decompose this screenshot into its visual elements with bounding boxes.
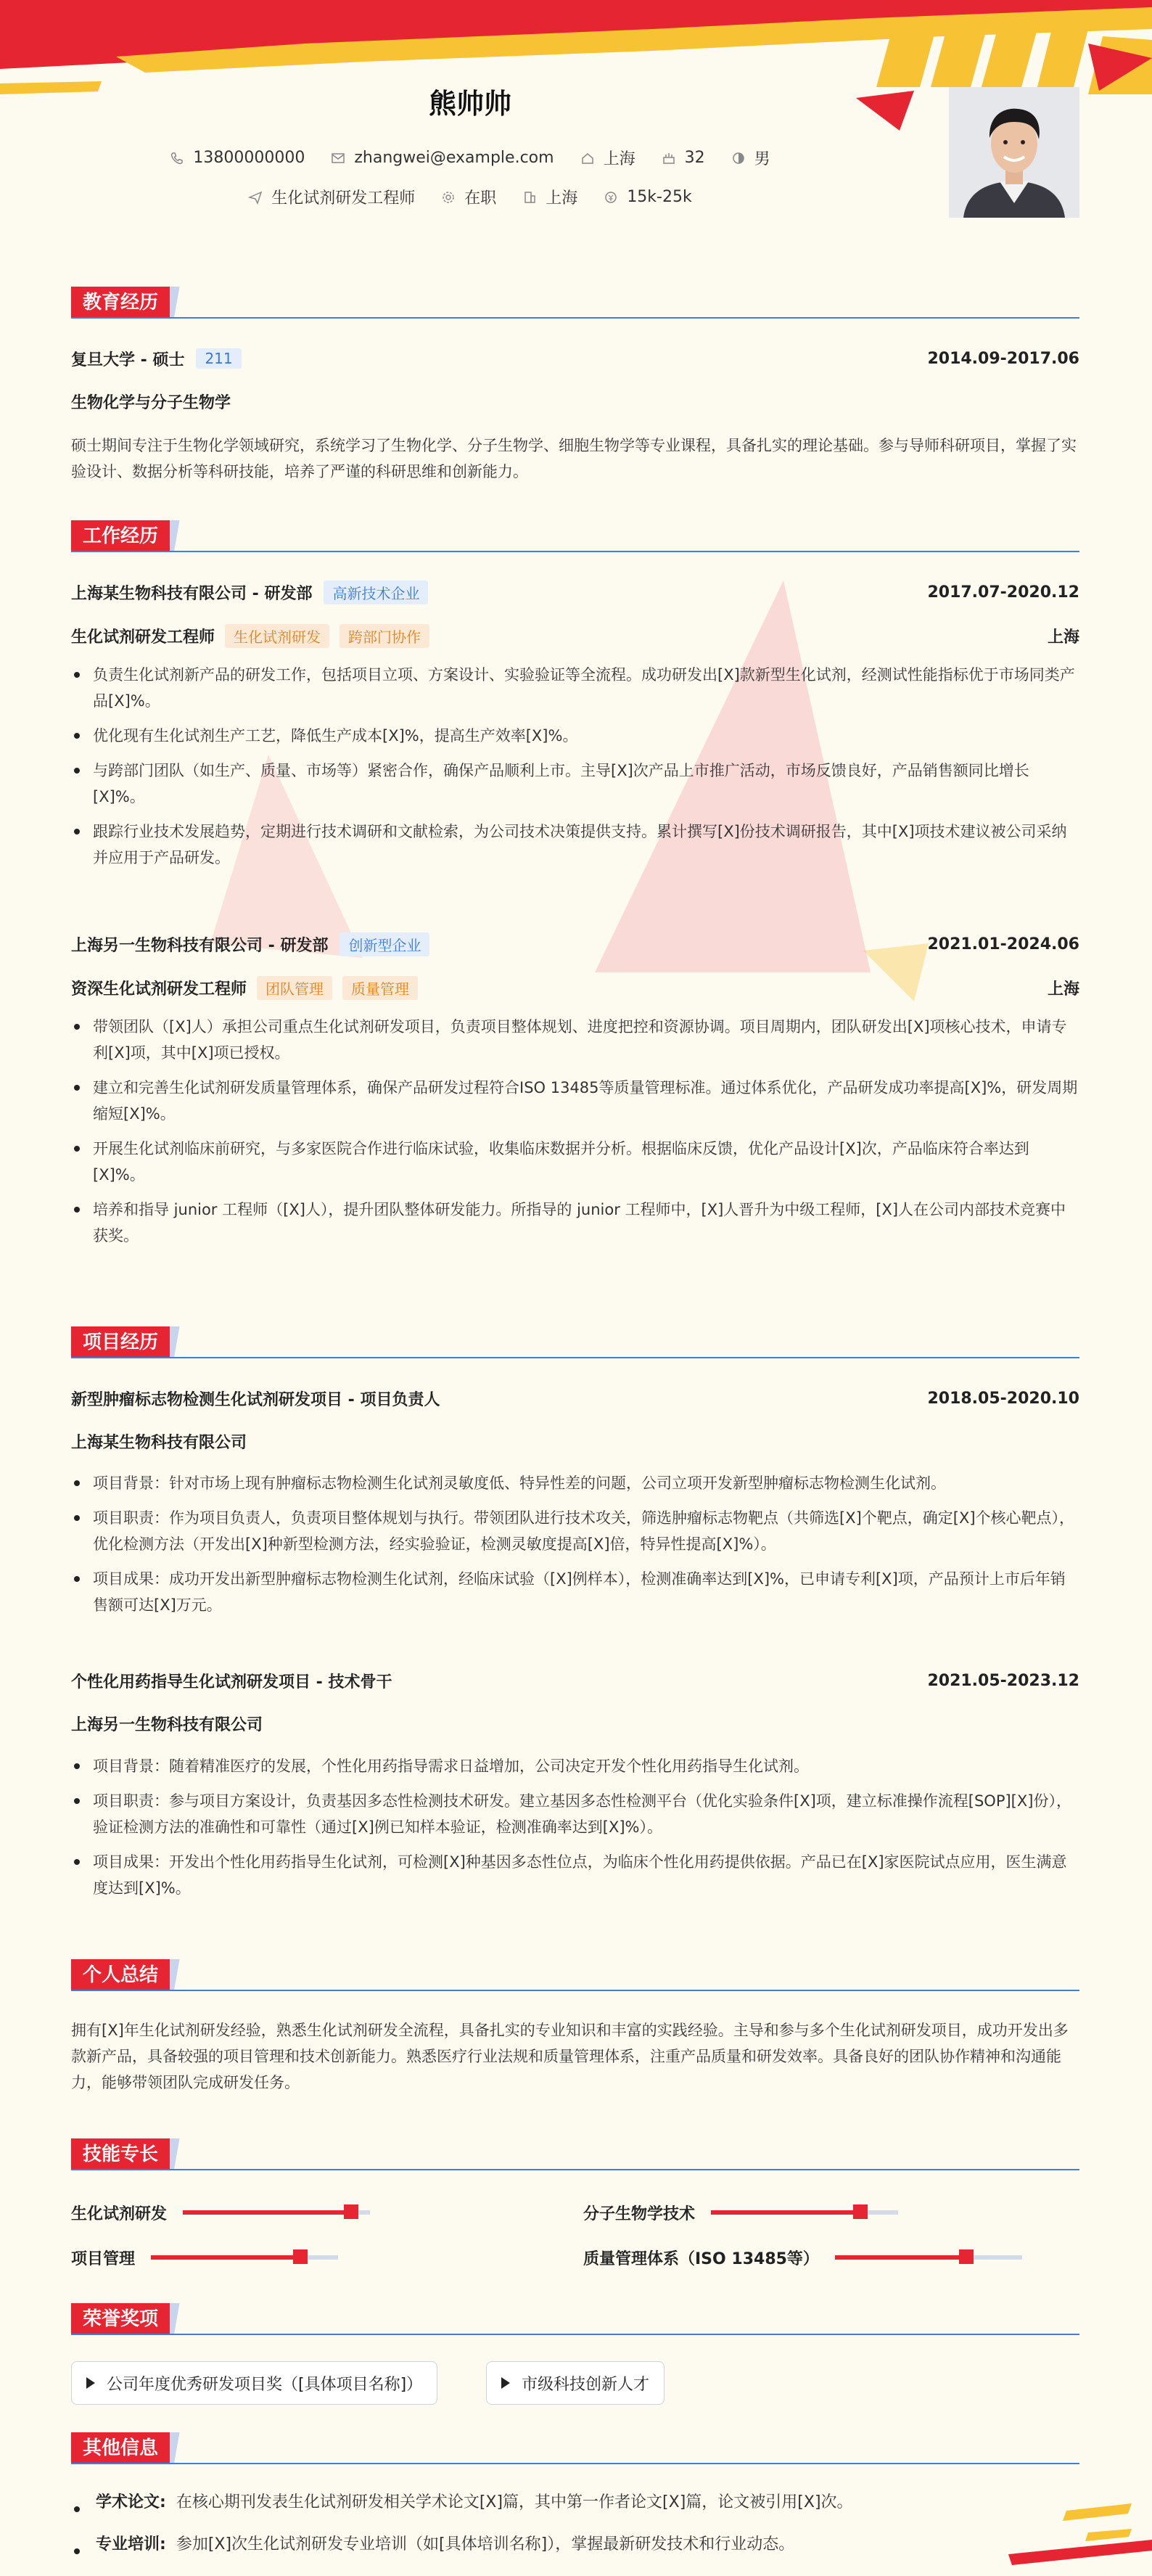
list-item: 项目成果：成功开发出新型肿瘤标志物检测生化试剂，经临床试验（[X]例样本），检测准确率达到[X]%，已申请专利[X]项，产品预计上市后年销售额可达[X]万元。 — [71, 1566, 1079, 1618]
work-tag: 跨部门协作 — [340, 624, 429, 648]
avatar — [949, 87, 1079, 218]
education-header — [71, 347, 1079, 370]
work-bullets — [71, 1014, 1079, 1258]
work-tag: 生化试剂研发 — [225, 624, 329, 648]
skill-bar — [711, 2210, 898, 2215]
section-divider — [71, 2463, 1079, 2464]
award-text: 市级科技创新人才 — [522, 2375, 650, 2394]
phone-info — [170, 147, 305, 169]
skill-label: 项目管理 — [71, 2249, 136, 2268]
list-item: 项目成果：开发出个性化用药指导生化试剂，可检测[X]种基因多态性位点，为临床个性化用药提供依据。产品已在[X]家医院试点应用，医生满意度达到[X]%。 — [71, 1849, 1079, 1901]
work-title-row — [71, 976, 1079, 999]
skill-item — [71, 2247, 338, 2268]
section-education — [71, 287, 1079, 319]
award-item — [486, 2361, 665, 2405]
skill-fill — [835, 2255, 966, 2260]
work-badge: 高新技术企业 — [324, 581, 428, 604]
list-item: 项目背景：针对市场上现有肿瘤标志物检测生化试剂灵敏度低、特异性差的问题，公司立项开发新型肿瘤标志物检测生化试剂。 — [71, 1470, 1079, 1496]
section-honors — [71, 2303, 1079, 2335]
salary-info — [604, 186, 691, 208]
section-divider — [71, 317, 1079, 319]
section-title: 项目经历 — [71, 1326, 170, 1358]
list-item: 项目背景：随着精准医疗的发展，个性化用药指导需求日益增加，公司决定开发个性化用药指导生化试剂。 — [71, 1753, 1079, 1779]
email-text: zhangwei@example.com — [354, 149, 554, 167]
work-tag: 质量管理 — [342, 976, 418, 1000]
project-header — [71, 1669, 1079, 1692]
list-item: 建立和完善生化试剂研发质量管理体系，确保产品研发过程符合ISO 13485等质量管理标准。通过体系优化，产品研发成功率提高[X]%，研发周期缩短[X]%。 — [71, 1075, 1079, 1127]
work-company: 上海某生物科技有限公司 - 研发部 — [71, 584, 313, 603]
salary-text: 15k-25k — [627, 188, 692, 206]
other-text: 在核心期刊发表生化试剂研发相关学术论文[X]篇，其中第一作者论文[X]篇，论文被引用[X]次。 — [176, 2493, 853, 2511]
skill-label: 质量管理体系（ISO 13485等） — [583, 2249, 819, 2268]
skill-item — [583, 2247, 1022, 2268]
section-skills — [71, 2138, 1079, 2170]
summary-text: 拥有[X]年生化试剂研发经验，熟悉生化试剂研发全流程，具备扎实的专业知识和丰富的实践经验。主导和参与多个生化试剂研发项目，成功开发出多款新产品，具备较强的项目管理和技术创新能力。熟悉医疗行业法规和质量管理体系，注重产品质量和研发效率。具备良好的团队协作精神和沟通能力，能够带领团队完成研发任务。 — [71, 2022, 1069, 2091]
work-tag: 团队管理 — [257, 976, 332, 1000]
play-icon — [501, 2377, 510, 2389]
skill-item — [583, 2202, 898, 2223]
skill-bar — [183, 2210, 370, 2215]
coin-icon — [604, 190, 618, 205]
work-title-row — [71, 624, 1079, 647]
section-divider — [71, 2334, 1079, 2335]
education-badge: 211 — [196, 348, 241, 369]
project-company: 上海另一生物科技有限公司 — [71, 1716, 263, 1734]
position-text: 生化试剂研发工程师 — [271, 189, 416, 208]
section-title: 教育经历 — [71, 287, 170, 319]
age-text: 32 — [684, 149, 705, 167]
skill-label: 分子生物学技术 — [583, 2204, 696, 2223]
list-item: 开展生化试剂临床前研究，与多家医院合作进行临床试验，收集临床数据并分析。根据临床反馈，优化产品设计[X]次，产品临床符合率达到[X]%。 — [71, 1136, 1079, 1188]
award-item — [71, 2361, 437, 2405]
education-school: 复旦大学 - 硕士 — [71, 350, 185, 369]
section-other — [71, 2432, 1079, 2464]
education-date: 2014.09-2017.06 — [927, 349, 1079, 368]
project-name: 新型肿瘤标志物检测生化试剂研发项目 - 项目负责人 — [71, 1390, 440, 1409]
cake-icon — [662, 151, 676, 165]
target-city-text: 上海 — [546, 189, 578, 208]
contact-row — [71, 147, 869, 169]
list-item: 优化现有生化试剂生产工艺，降低生产成本[X]%，提高生产效率[X]%。 — [71, 723, 1079, 749]
section-divider — [71, 551, 1079, 552]
work-date: 2017.07-2020.12 — [927, 583, 1079, 602]
skill-knob — [853, 2204, 868, 2219]
list-item: 与跨部门团队（如生产、质量、市场等）紧密合作，确保产品顺利上市。主导[X]次产品上市推广活动，市场反馈良好，产品销售额同比增长[X]%。 — [71, 758, 1079, 810]
list-item: 带领团队（[X]人）承担公司重点生化试剂研发项目，负责项目整体规划、进度把控和资源协调。项目周期内，团队研发出[X]项核心技术，申请专利[X]项，其中[X]项已授权。 — [71, 1014, 1079, 1066]
skill-knob — [344, 2204, 358, 2219]
work-location: 上海 — [1047, 628, 1079, 647]
education-major: 生物化学与分子生物学 — [71, 394, 231, 412]
list-item: 跟踪行业技术发展趋势，定期进行技术调研和文献检索，为公司技术决策提供支持。累计撰写[X]份技术调研报告，其中[X]项技术建议被公司采纳并应用于产品研发。 — [71, 819, 1079, 871]
status-text: 在职 — [464, 189, 497, 208]
target-city-info — [522, 186, 577, 208]
project-name: 个性化用药指导生化试剂研发项目 - 技术骨干 — [71, 1673, 392, 1691]
skill-label: 生化试剂研发 — [71, 2204, 168, 2223]
list-item — [71, 2490, 1079, 2515]
project-bullets — [71, 1753, 1079, 1910]
skill-knob — [959, 2249, 974, 2264]
skill-fill — [711, 2210, 860, 2215]
skill-fill — [183, 2210, 351, 2215]
section-projects — [71, 1326, 1079, 1358]
status-info — [441, 186, 496, 208]
phone-icon — [170, 151, 184, 165]
send-icon — [248, 190, 263, 205]
candidate-name: 熊帅帅 — [428, 88, 511, 120]
section-title: 工作经历 — [71, 520, 170, 552]
section-title: 个人总结 — [71, 1959, 170, 1991]
section-divider — [71, 2169, 1079, 2170]
section-title: 其他信息 — [71, 2432, 170, 2464]
award-text: 公司年度优秀研发项目奖（[具体项目名称]） — [107, 2375, 423, 2394]
city-text: 上海 — [603, 150, 635, 168]
work-header — [71, 932, 1079, 956]
position-info — [248, 186, 415, 208]
age-info — [662, 147, 705, 169]
project-header — [71, 1387, 1079, 1410]
gender-info — [731, 147, 770, 169]
skill-knob — [293, 2249, 308, 2264]
list-item — [71, 2532, 1079, 2557]
list-item: 项目职责：作为项目负责人，负责项目整体规划与执行。带领团队进行技术攻关，筛选肿瘤标志物靶点（共筛选[X]个靶点，确定[X]个核心靶点），优化检测方法（开发出[X]种新型检测方法，经实验验证，检测灵敏度提高[X]倍，特异性提高[X]%）。 — [71, 1505, 1079, 1557]
work-date: 2021.01-2024.06 — [927, 935, 1079, 953]
work-company: 上海另一生物科技有限公司 - 研发部 — [71, 936, 329, 955]
job-intent-row — [71, 186, 869, 208]
work-header — [71, 581, 1079, 604]
skill-bar — [151, 2255, 338, 2260]
section-title: 荣誉奖项 — [71, 2303, 170, 2335]
work-title: 生化试剂研发工程师 — [71, 628, 215, 647]
section-divider — [71, 1990, 1079, 1991]
email-info — [331, 147, 554, 169]
work-title: 资深生化试剂研发工程师 — [71, 980, 247, 998]
project-bullets — [71, 1470, 1079, 1627]
other-list — [71, 2490, 1079, 2575]
list-item: 项目职责：参与项目方案设计，负责基因多态性检测技术研发。建立基因多态性检测平台（优化实验条件[X]项，建立标准操作流程[SOP][X]份），验证检测方法的准确性和可靠性（通过[X]例已知样本验证，检测准确率达到[X]%）。 — [71, 1788, 1079, 1840]
work-badge: 创新型企业 — [340, 932, 429, 956]
avatar-image — [949, 87, 1079, 218]
skill-item — [71, 2202, 370, 2223]
home-icon — [580, 151, 595, 165]
gender-text: 男 — [754, 150, 770, 168]
city-info — [580, 147, 635, 169]
work-bullets — [71, 662, 1079, 879]
project-company: 上海某生物科技有限公司 — [71, 1434, 247, 1452]
section-summary — [71, 1959, 1079, 1991]
project-date: 2018.05-2020.10 — [927, 1389, 1079, 1408]
section-divider — [71, 1357, 1079, 1358]
list-item: 培养和指导 junior 工程师（[X]人），提升团队整体研发能力。所指导的 junior 工程师中，[X]人晋升为中级工程师，[X]人在公司内部技术竞赛中获奖。 — [71, 1197, 1079, 1249]
other-label: 专业培训: — [96, 2535, 166, 2554]
phone-text: 13800000000 — [193, 149, 305, 167]
skill-bar — [835, 2255, 1022, 2260]
education-description: 硕士期间专注于生物化学领域研究，系统学习了生物化学、分子生物学、细胞生物学等专业课程，具备扎实的理论基础。参与导师科研项目，掌握了实验设计、数据分析等科研技能，培养了严谨的科研思维和创新能力。 — [71, 437, 1077, 480]
section-work — [71, 520, 1079, 552]
gender-icon — [731, 151, 746, 165]
project-date: 2021.05-2023.12 — [927, 1671, 1079, 1690]
skill-fill — [151, 2255, 300, 2260]
work-location: 上海 — [1047, 980, 1079, 998]
email-icon — [331, 151, 345, 165]
section-title: 技能专长 — [71, 2138, 170, 2170]
play-icon — [86, 2377, 95, 2389]
building-icon — [522, 190, 537, 205]
list-item: 负责生化试剂新产品的研发工作，包括项目立项、方案设计、实验验证等全流程。成功研发出[X]款新型生化试剂，经测试性能指标优于市场同类产品[X]%。 — [71, 662, 1079, 714]
other-text: 参加[X]次生化试剂研发专业培训（如[具体培训名称]），掌握最新研发技术和行业动态。 — [176, 2535, 795, 2554]
other-label: 学术论文: — [96, 2493, 166, 2511]
gear-icon — [441, 190, 456, 205]
